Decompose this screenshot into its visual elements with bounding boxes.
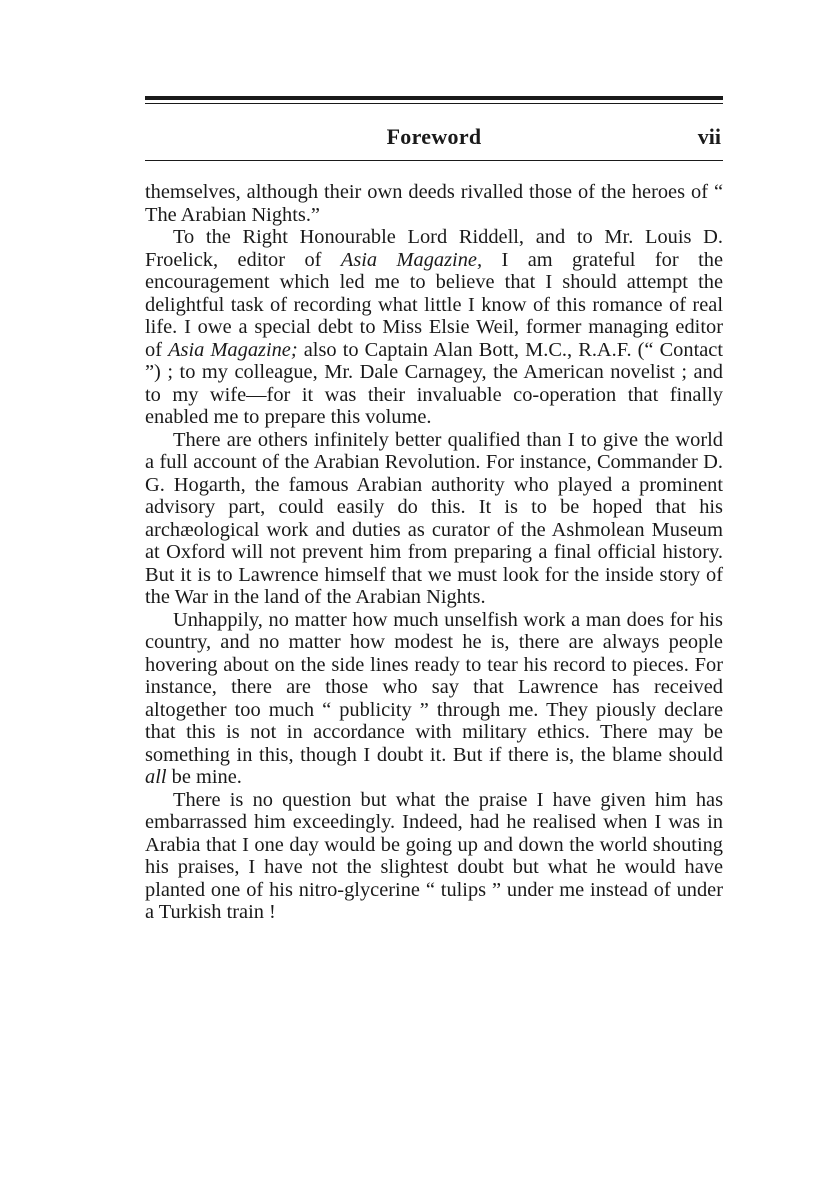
body-text	[145, 181, 723, 924]
italic-title-asia-magazine-2: Asia Magazine;	[168, 338, 298, 361]
paragraph-3	[145, 429, 723, 609]
paragraph-2	[145, 226, 723, 429]
paragraph-5-text: There is no question but what the praise I have given him has embarrassed him exceedingly. Indeed, had he realised when I was in Arabia that I one day would be going up and down the world shouting his praises, I have not the slightest doubt but what he would have planted one of his nitro-glycerine “ tulips ” under me instead of under a Turkish train !	[145, 788, 723, 923]
paragraph-2-text-b: I am grateful for the encouragement which led me to believe that I should attempt the delightful task of recording what little I know of this romance of real life. I owe a special debt to Miss Elsie Weil, former managing editor of	[145, 248, 723, 361]
page-number: vii	[697, 124, 721, 149]
running-title: Foreword	[386, 124, 482, 149]
book-page	[145, 96, 723, 924]
paragraph-4-text-b: be mine.	[166, 766, 242, 788]
paragraph-4	[145, 609, 723, 789]
paragraph-1-text: themselves, although their own deeds rivalled those of the heroes of “ The Arabian Nights.”	[145, 181, 723, 226]
header-rule-thick	[145, 96, 723, 100]
paragraph-2-text-c: also to Captain Alan Bott, M.C., R.A.F. (“ Contact ”) ; to my colleague, Mr. Dale Carnagey, the American novelist ; and to my wife—for it was their invaluable co-operation that finally enabled me to prepare this volume.	[145, 338, 723, 428]
header-rule-bottom	[145, 160, 723, 161]
paragraph-3-text: There are others infinitely better qualified than I to give the world a full account of the Arabian Revolution. For instance, Commander D. G. Hogarth, the famous Arabian authority who played a prominent advisory part, could easily do this. It is to be hoped that his archæological work and duties as curator of the Ashmolean Museum at Oxford will not prevent him from preparing a final official history. But it is to Lawrence himself that we must look for the inside story of the War in the land of the Arabian Nights.	[145, 428, 723, 608]
paragraph-1	[145, 181, 723, 226]
italic-title-asia-magazine: Asia Magazine,	[340, 248, 483, 271]
paragraph-2-text-a: To the Right Honourable Lord Riddell, and to Mr. Louis D. Froelick, editor of	[145, 226, 723, 271]
paragraph-5	[145, 789, 723, 924]
italic-word-all: all	[145, 766, 167, 788]
paragraph-4-text-a: Unhappily, no matter how much unselfish work a man does for his country, and no matter how modest he is, there are always people hovering about on the side lines ready to tear his record to pieces. For instance, there are those who say that Lawrence has received altogether too much “ publicity ” through me. They piously declare that this is not in accordance with military ethics. There may be something in this, though I doubt it. But if there is, the blame should	[145, 608, 723, 766]
running-head	[145, 104, 723, 149]
